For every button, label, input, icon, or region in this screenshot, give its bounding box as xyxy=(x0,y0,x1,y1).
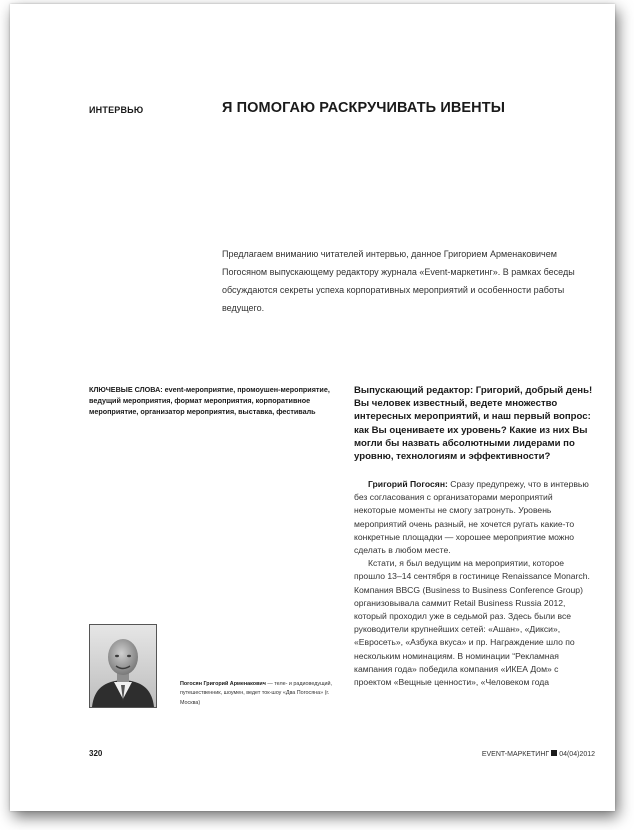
magazine-name: EVENT-МАРКЕТИНГ xyxy=(481,751,550,758)
separator-square-icon xyxy=(551,750,557,756)
magazine-page xyxy=(10,4,615,811)
photo-caption xyxy=(180,680,335,708)
portrait-photo xyxy=(89,624,157,708)
caption-text: — теле- и радиоведущий, путешественник, шоумен, ведет ток-шоу «Два Погосяна» (г. Москва) xyxy=(180,681,333,706)
keywords xyxy=(89,384,333,417)
portrait-image xyxy=(90,625,156,707)
article-title: Я ПОМОГАЮ РАСКРУЧИВАТЬ ИВЕНТЫ xyxy=(222,100,506,116)
keywords-label: КЛЮЧЕВЫЕ СЛОВА: xyxy=(89,385,163,394)
page-number: 320 xyxy=(89,749,103,758)
answer-paragraph: Кстати, я был ведущим на мероприятии, которое прошло 13–14 сентября в гостинице Renaissance Monarch. Компания BBCG (Business to Business Conference Group) организовывала саммит Retail Business Russia 2012, который проходил уже в седьмой раз. Здесь были все руководители крупнейших сетей: «Ашан», «Дикси», «Евросеть», «Азбука вкуса» и пр. Награждение шло по нескольким номинациям. В номинации “Рекламная кампания года» победила компания «ИКЕА Дом» с проектом «Вещные ценности», «Человеком года xyxy=(354,558,590,688)
magazine-footer xyxy=(482,750,595,758)
answer-text: Сразу предупрежу, что в интервью без согласования с организаторами мероприятий некоторые моменты не смогу затронуть. Уровень мероприятий очень разный, не хочется ругать какие-то конкретные площадки — хорошее мероприятие можно сделать в любом месте. xyxy=(354,479,589,556)
article-lead: Предлагаем вниманию читателей интервью, данное Григорием Арменаковичем Погосяном выпускающему редактору журнала «Event-маркетинг». В рамках беседы обсуждаются секреты успеха корпоративных мероприятий и особенности работы ведущего. xyxy=(222,249,575,313)
section-label: ИНТЕРВЬЮ xyxy=(89,105,144,115)
answer-paragraph xyxy=(354,478,597,557)
caption-name: Погосян Григорий Арменакович xyxy=(180,681,266,687)
speaker-name: Григорий Погосян: xyxy=(368,479,448,489)
keywords-text: event-мероприятие, промоушен-мероприятие, ведущий мероприятия, формат мероприятия, корпоративное мероприятие, организатор мероприятия, выставка, фестиваль xyxy=(89,385,330,416)
interview-question: Выпускающий редактор: Григорий, добрый день! Вы человек известный, ведете множество интересных мероприятий, и наш первый вопрос: как Вы оцениваете их уровень? Какие из них Вы могли бы назвать абсолютными лидерами по уровню, технологиям и эффективности? xyxy=(354,385,593,463)
issue-number: 04(04)2012 xyxy=(559,751,595,758)
interview-answer xyxy=(354,478,597,689)
